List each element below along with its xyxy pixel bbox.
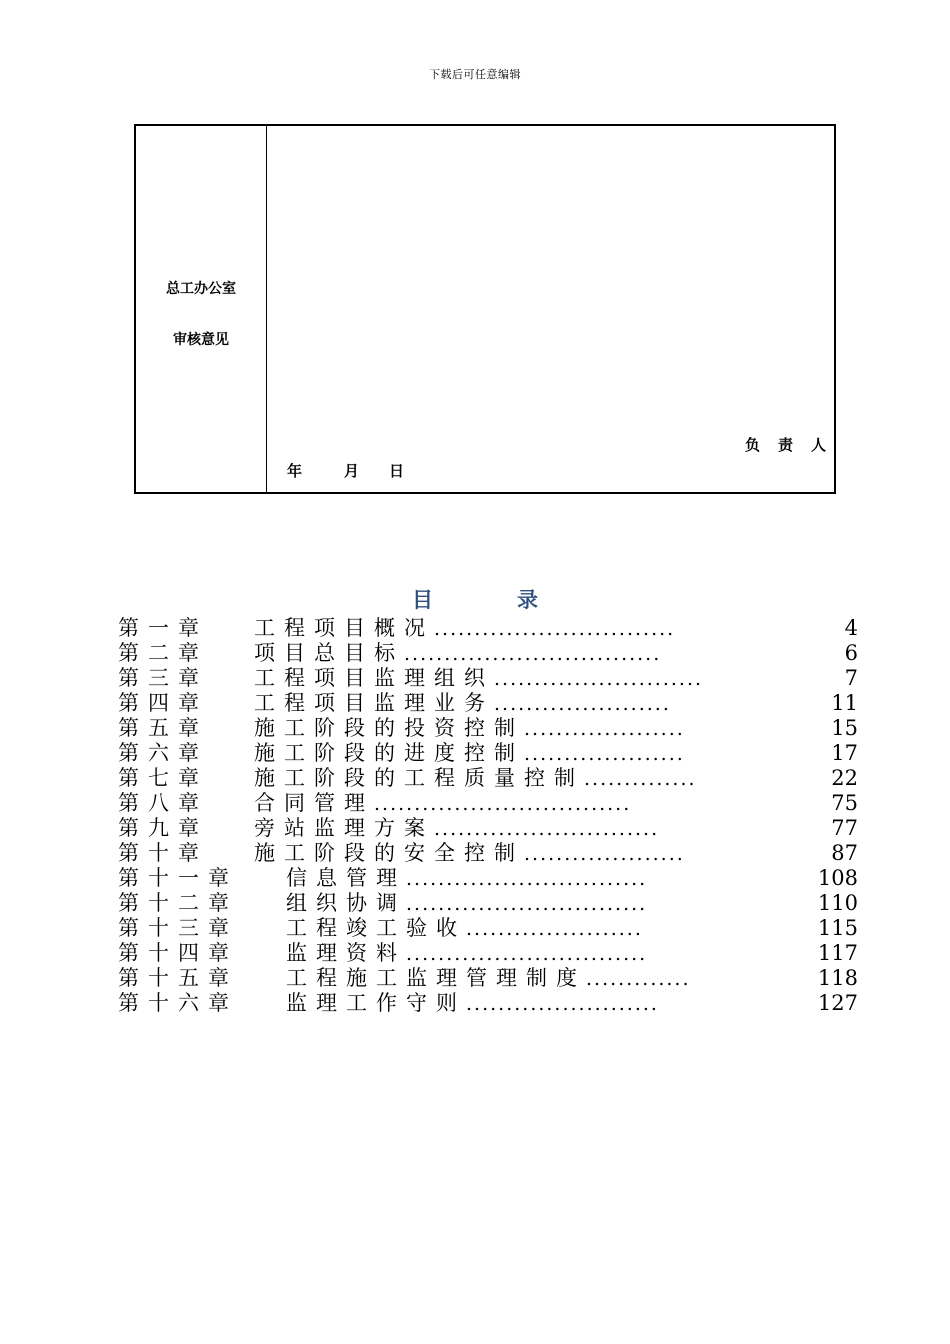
toc-entry[interactable]	[118, 866, 858, 891]
toc-page-number: 108	[817, 866, 858, 890]
toc-chapter-title: 组织协调	[286, 891, 406, 915]
toc-entry[interactable]	[118, 991, 858, 1016]
toc-page-number: 22	[831, 766, 858, 790]
toc-page-number: 11	[831, 691, 858, 715]
toc-chapter-number: 第一章	[118, 616, 208, 640]
toc-chapter-number: 第二章	[118, 641, 208, 665]
toc-chapter-number: 第九章	[118, 816, 208, 840]
toc-page-number: 17	[831, 741, 858, 765]
review-label-line2: 审核意见	[173, 332, 229, 348]
toc-chapter-number: 第三章	[118, 666, 208, 690]
toc-chapter-title: 项目总目标	[254, 641, 404, 665]
toc-chapter-title: 监理工作守则	[286, 991, 466, 1015]
toc-entry[interactable]	[118, 766, 858, 791]
toc-chapter-number: 第六章	[118, 741, 208, 765]
toc-chapter-title: 合同管理	[254, 791, 374, 815]
review-opinion-cell	[267, 126, 844, 492]
toc-chapter-title: 施工阶段的进度控制	[254, 741, 524, 765]
toc-chapter-number: 第十一章	[118, 866, 238, 890]
toc-leader-dots: ................................	[404, 643, 662, 665]
toc-chapter-title: 施工阶段的工程质量控制	[254, 766, 584, 790]
toc-chapter-number: 第十六章	[118, 991, 238, 1015]
toc-page-number: 77	[831, 816, 858, 840]
review-label-cell	[136, 126, 267, 492]
toc-chapter-number: 第四章	[118, 691, 208, 715]
toc-page-number: 15	[831, 716, 858, 740]
toc-entry[interactable]	[118, 841, 858, 866]
toc-entry[interactable]	[118, 916, 858, 941]
toc-chapter-title: 工程竣工验收	[286, 916, 466, 940]
review-table	[134, 124, 844, 494]
toc-page-number: 117	[817, 941, 858, 965]
toc-page-number: 118	[817, 966, 858, 990]
date-row	[287, 460, 404, 481]
toc-entry[interactable]	[118, 741, 858, 766]
toc-leader-dots: ............................	[434, 818, 660, 840]
toc-leader-dots: ....................	[524, 718, 685, 740]
toc-page-number: 87	[831, 841, 858, 865]
toc-chapter-number: 第十二章	[118, 891, 238, 915]
toc-leader-dots: ..............	[584, 768, 697, 790]
toc-entry[interactable]	[118, 791, 858, 816]
toc-leader-dots: ..............................	[434, 618, 676, 640]
toc-title	[0, 584, 950, 614]
toc-leader-dots: ..............................	[406, 943, 648, 965]
toc-chapter-title: 工程项目概况	[254, 616, 434, 640]
toc-chapter-number: 第十五章	[118, 966, 238, 990]
toc-leader-dots: ................................	[374, 793, 632, 815]
toc-chapter-title: 施工阶段的投资控制	[254, 716, 524, 740]
toc-leader-dots: ..............................	[406, 893, 648, 915]
toc-entry[interactable]	[118, 966, 858, 991]
toc-chapter-title: 信息管理	[286, 866, 406, 890]
toc-entry[interactable]	[118, 666, 858, 691]
toc-page-number: 75	[831, 791, 858, 815]
toc-entry[interactable]	[118, 616, 858, 641]
toc-page-number: 127	[817, 991, 858, 1015]
toc-leader-dots: ......................	[494, 693, 671, 715]
toc-chapter-number: 第十四章	[118, 941, 238, 965]
toc-entry[interactable]	[118, 691, 858, 716]
date-year: 年	[287, 462, 303, 480]
toc-page-number: 6	[844, 641, 858, 665]
toc-title-part1: 目	[412, 587, 433, 612]
toc-entry[interactable]	[118, 641, 858, 666]
toc-page-number: 7	[844, 666, 858, 690]
toc-chapter-title: 旁站监理方案	[254, 816, 434, 840]
toc-chapter-title: 工程施工监理管理制度	[286, 966, 586, 990]
toc-leader-dots: ..........................	[494, 668, 704, 690]
toc-page-number: 110	[817, 891, 858, 915]
toc-chapter-title: 工程项目监理组织	[254, 666, 494, 690]
toc-leader-dots: ....................	[524, 843, 685, 865]
toc-title-part2: 录	[517, 587, 538, 612]
toc-leader-dots: ........................	[466, 993, 659, 1015]
date-day: 日	[389, 462, 405, 480]
page-header: 下载后可任意编辑	[429, 68, 521, 81]
toc-leader-dots: ......................	[466, 918, 643, 940]
toc-chapter-title: 监理资料	[286, 941, 406, 965]
responsible-person-label: 负责人	[744, 436, 844, 454]
toc-page-number: 115	[817, 916, 858, 940]
toc-chapter-number: 第八章	[118, 791, 208, 815]
toc-chapter-title: 工程项目监理业务	[254, 691, 494, 715]
toc-chapter-number: 第七章	[118, 766, 208, 790]
toc-entry[interactable]	[118, 941, 858, 966]
toc-chapter-number: 第十章	[118, 841, 208, 865]
toc-leader-dots: .............	[586, 968, 691, 990]
toc-entry[interactable]	[118, 716, 858, 741]
toc-chapter-number: 第五章	[118, 716, 208, 740]
date-month: 月	[344, 462, 360, 480]
review-label-line1: 总工办公室	[166, 281, 236, 297]
toc-chapter-title: 施工阶段的安全控制	[254, 841, 524, 865]
toc-leader-dots: ..............................	[406, 868, 648, 890]
table-of-contents	[118, 616, 858, 1016]
toc-chapter-number: 第十三章	[118, 916, 238, 940]
toc-entry[interactable]	[118, 891, 858, 916]
toc-entry[interactable]	[118, 816, 858, 841]
toc-leader-dots: ....................	[524, 743, 685, 765]
toc-page-number: 4	[844, 616, 858, 640]
